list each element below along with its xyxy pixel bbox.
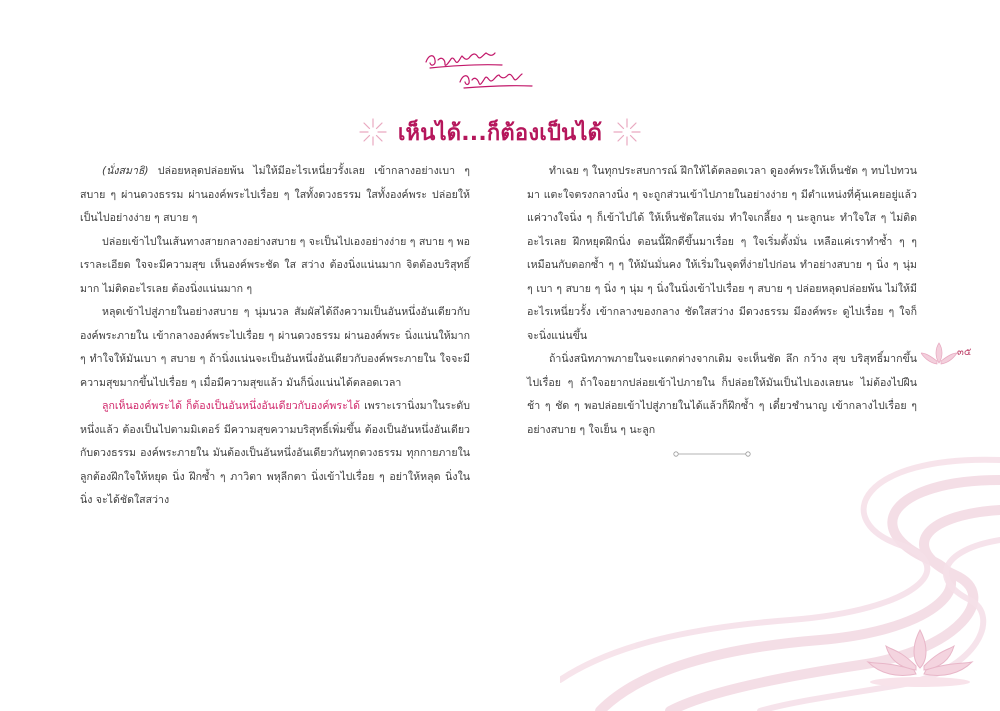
paragraph: ปล่อยเข้าไปในเส้นทางสายกลางอย่างสบาย ๆ จะเป็นไปเองอย่างง่าย ๆ สบาย ๆ พอเราละเอียด ใจจะมีความสุข เห็นองค์พระชัด ใส สว่าง ต้องนิ่งแน่นมาก จิตต้องบริสุทธิ์มาก ไม่ติดอะไรเลย ต้องนิ่งแน่นมาก ๆ	[80, 235, 470, 295]
paragraph	[80, 160, 470, 231]
paragraph: หลุดเข้าไปสู่ภายในอย่างสบาย ๆ นุ่มนวล สัมผัสได้ถึงความเป็นอันหนึ่งอันเดียวกับองค์พระภายใน เข้ากลางองค์พระไปเรื่อย ๆ ผ่านดวงธรรม ผ่านองค์พระ นิ่งแน่นให้มาก ๆ ทำใจให้มันเบา ๆ สบาย ๆ ถ้านิ่งแน่นจะเป็นอันหนึ่งอันเดียวกับองค์พระภายใน ใจจะมีความสุขมากขึ้นไปเรื่อย ๆ เมื่อมีความสุขแล้ว มันก็นิ่งแน่นได้ตลอดเวลา	[80, 306, 470, 389]
paragraph	[80, 395, 470, 513]
left-column	[80, 160, 470, 513]
paragraph-text: ปล่อยหลุดปล่อยพ้น ไม่ให้มีอะไรเหนี่ยวรั้งเลย เข้ากลางอย่างเบา ๆ สบาย ๆ ผ่านดวงธรรม ผ่านองค์พระไปเรื่อย ๆ ใสทั้งดวงธรรม ใสทั้งองค์พระ ปล่อยให้เป็นไปอย่างง่าย ๆ สบาย ๆ	[80, 165, 470, 224]
paragraph-text: เพราะเรานิ่งมาในระดับหนึ่งแล้ว ต้องเป็นไปตามมิเตอร์ มีความสุขความบริสุทธิ์เพิ่มขึ้น ต้องเป็นอันหนึ่งอันเดียวกับดวงธรรม องค์พระภายใน มันต้องเป็นอันหนึ่งอันเดียวกันทุกดวงธรรม ทุกกายภายใน ลูกต้องฝึกใจให้หยุด นิ่ง ฝึกซ้ำ ๆ ภาวิตา พหุลีกตา นิ่งเข้าไปเรื่อย ๆ อย่าให้หลุด นิ่งในนิ่ง จะได้ชัดใสสว่าง	[80, 400, 471, 506]
ornament-divider-icon	[672, 449, 752, 459]
paragraph: ทำเฉย ๆ ในทุกประสบการณ์ ฝึกให้ได้ตลอดเวลา ดูองค์พระให้เห็นชัด ๆ ทบไปทวนมา แตะใจตรงกลางนิ่ง ๆ จะถูกส่วนเข้าไปภายในอย่างง่าย ๆ มีตำแหน่งที่คุ้นเคยอยู่แล้ว แค่วางใจนิ่ง ๆ ก็เข้าไปได้ ให้เห็นชัดใสแจ่ม ทำใจเกลี้ยง ๆ นะลูกนะ ทำใจใส ๆ ไม่ติดอะไรเลย ฝึกหยุดฝึกนิ่ง ตอนนี้ฝึกดีขึ้นมาเรื่อย ๆ ใจเริ่มตั้งมั่น เหลือแค่เราทำซ้ำ ๆ ๆ เหมือนกับตอกซ้ำ ๆ ๆ ให้มันมั่นคง ให้เริ่มในจุดที่ง่ายไปก่อน ทำอย่างสบาย ๆ นิ่ง ๆ นุ่ม ๆ เบา ๆ สบาย ๆ นิ่ง ๆ นุ่ม ๆ นิ่งในนิ่งเข้าไปเรื่อย ๆ สบาย ๆ ปล่อยหลุดปล่อยพ้น ไม่ให้มีอะไรเหนี่ยวรั้ง เข้ากลางของกลาง ชัดใสสว่าง มีดวงธรรม มีองค์พระ ดูไปเรื่อย ๆ ใจก็จะนิ่งแน่นขึ้น	[527, 165, 917, 342]
right-column	[527, 160, 917, 442]
title-row	[320, 112, 680, 152]
sparkle-burst-icon	[358, 117, 388, 147]
handwritten-signature	[420, 40, 540, 98]
lotus-swirl-decoration	[560, 440, 1000, 711]
page-number: ๓๕	[957, 347, 972, 358]
page-title: เห็นได้...ก็ต้องเป็นได้	[397, 120, 603, 146]
meditation-note: (นั่งสมาธิ)	[102, 165, 149, 177]
highlight-quote: ลูกเห็นองค์พระได้ ก็ต้องเป็นอันหนึ่งอันเดียวกับองค์พระได้	[102, 400, 361, 412]
paragraph: ถ้านิ่งสนิทภาพภายในจะแตกต่างจากเดิม จะเห็นชัด ลึก กว้าง สุข บริสุทธิ์มากขึ้นไปเรื่อย ๆ ถ้าใจอยากปล่อยเข้าไปภายใน ก็ปล่อยให้มันเป็นไปเองเลยนะ ไม่ต้องไปฝืน ช้า ๆ ชัด ๆ พอปล่อยเข้าไปสู่ภายในได้แล้วก็ฝึกซ้ำ ๆ เดี๋ยวชำนาญ เข้ากลางไปเรื่อย ๆ อย่างสบาย ๆ ใจเย็น ๆ นะลูก	[527, 353, 917, 436]
sparkle-burst-icon	[612, 117, 642, 147]
